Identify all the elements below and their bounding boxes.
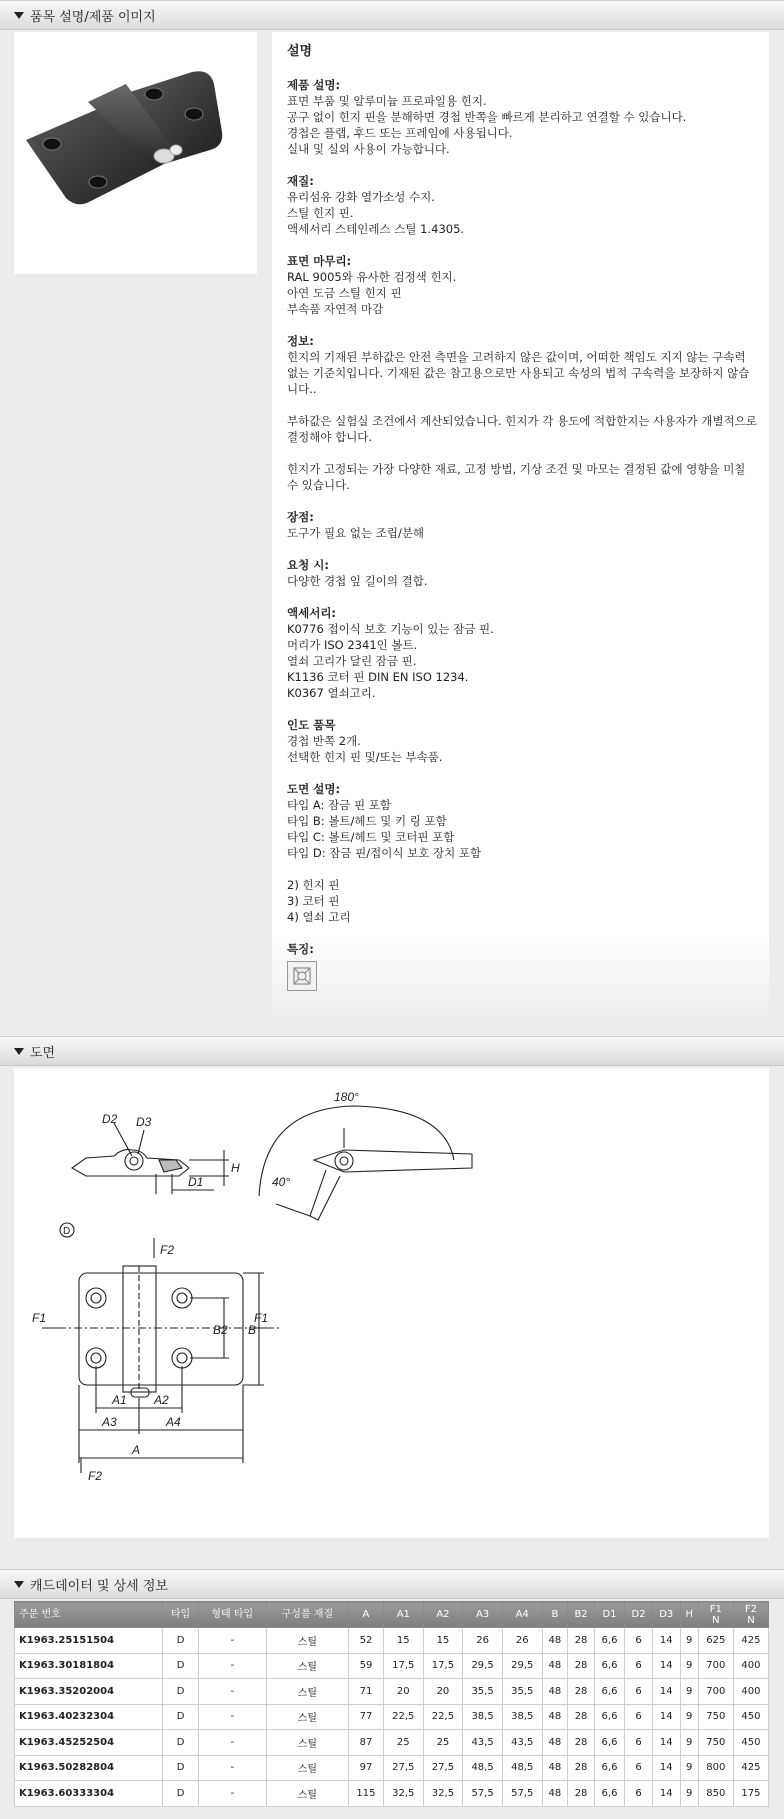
column-header[interactable]: 형태 타입 (198, 1602, 266, 1628)
table-cell: 28 (568, 1755, 595, 1781)
table-cell: 43,5 (463, 1730, 503, 1756)
table-cell: 87 (348, 1730, 383, 1756)
block-title: 액세서리: (287, 606, 337, 620)
description-block (287, 717, 757, 765)
table-cell: 750 (698, 1730, 733, 1756)
table-cell: 59 (348, 1653, 383, 1679)
table-cell: 14 (652, 1628, 680, 1654)
table-cell: 6 (625, 1628, 653, 1654)
description-panel (272, 32, 769, 1017)
table-cell: 6,6 (594, 1679, 624, 1705)
description-block (287, 877, 757, 925)
block-line: 타입 A: 잠금 핀 포함 (287, 798, 391, 812)
section-header-description[interactable] (0, 0, 784, 30)
table-cell: D (163, 1653, 198, 1679)
table-cell: 6,6 (594, 1730, 624, 1756)
table-cell: 25 (423, 1730, 463, 1756)
table-cell: 15 (423, 1628, 463, 1654)
type-label-d: D (63, 1226, 71, 1237)
table-cell: 400 (733, 1679, 768, 1705)
table-cell: 14 (652, 1653, 680, 1679)
force-label-f1-right: F1 (254, 1311, 269, 1325)
table-cell: 450 (733, 1704, 768, 1730)
table-cell: 20 (423, 1679, 463, 1705)
table-cell: 20 (383, 1679, 423, 1705)
block-line: 4) 열쇠 고리 (287, 910, 351, 924)
table-cell: 9 (680, 1628, 698, 1654)
column-header[interactable]: B (542, 1602, 568, 1628)
section-header-drawing[interactable] (0, 1036, 784, 1066)
table-cell: 22,5 (423, 1704, 463, 1730)
table-cell: 26 (502, 1628, 542, 1654)
block-line: 아연 도금 스틸 힌지 핀 (287, 286, 402, 300)
column-header[interactable]: D2 (625, 1602, 653, 1628)
block-line: 스틸 힌지 핀. (287, 206, 354, 220)
description-block (287, 781, 757, 861)
dim-label-h: H (231, 1161, 240, 1175)
table-cell: 27,5 (383, 1755, 423, 1781)
block-line: 다양한 경첩 잎 길이의 결합. (287, 574, 428, 588)
block-line: 실내 및 실외 사용이 가능합니다. (287, 142, 450, 156)
table-cell: 29,5 (463, 1653, 503, 1679)
table-cell: 28 (568, 1730, 595, 1756)
table-cell: 48 (542, 1781, 568, 1807)
table-cell: 14 (652, 1679, 680, 1705)
dim-label-d2: D2 (102, 1112, 118, 1126)
drawing-svg (14, 1068, 769, 1538)
table-cell: 850 (698, 1781, 733, 1807)
block-line: K0367 열쇠고리. (287, 686, 376, 700)
force-label-f2-bottom: F2 (88, 1469, 103, 1483)
table-cell: 6 (625, 1679, 653, 1705)
table-cell: 48 (542, 1653, 568, 1679)
block-line: 힌지의 기재된 부하값은 안전 측면을 고려하지 않은 값이며, 어떠한 책임도 지지 않는 구속력 없는 기준치입니다. 기재된 값은 참고용으로만 사용되고 속성의 법적 구속력을 보장하지 않습니다.. (287, 350, 750, 396)
dim-label-b: B (248, 1323, 257, 1337)
technical-drawing (14, 1068, 769, 1538)
table-cell: 29,5 (502, 1653, 542, 1679)
column-header[interactable]: D1 (594, 1602, 624, 1628)
table-cell: D (163, 1730, 198, 1756)
block-line: K0776 접이식 보호 기능이 있는 잠금 핀. (287, 622, 494, 636)
block-title: 제품 설명: (287, 78, 341, 92)
block-line: 경첩은 플랩, 후드 또는 프레임에 사용됩니다. (287, 126, 513, 140)
block-line: 머리가 ISO 2341인 볼트. (287, 638, 418, 652)
table-cell: D (163, 1755, 198, 1781)
column-header[interactable]: 타입 (163, 1602, 198, 1628)
table-cell: 6 (625, 1730, 653, 1756)
table-cell: 14 (652, 1781, 680, 1807)
table-cell: 6 (625, 1755, 653, 1781)
table-cell: 17,5 (383, 1653, 423, 1679)
description-heading: 설명 (287, 44, 313, 59)
table-cell: 9 (680, 1781, 698, 1807)
order-number-cell[interactable]: K1963.30181804 (15, 1653, 163, 1679)
table-cell: 800 (698, 1755, 733, 1781)
order-number-cell[interactable]: K1963.50282804 (15, 1755, 163, 1781)
table-cell: 9 (680, 1730, 698, 1756)
order-number-cell[interactable]: K1963.40232304 (15, 1704, 163, 1730)
table-header-row (15, 1602, 769, 1628)
table-cell: 700 (698, 1653, 733, 1679)
collapse-triangle-icon[interactable] (14, 1048, 24, 1055)
section-title: 캐드데이터 및 상세 정보 (30, 1578, 168, 1594)
angle-label-180: 180° (334, 1090, 359, 1104)
table-cell: 15 (383, 1628, 423, 1654)
table-cell: 52 (348, 1628, 383, 1654)
block-line: 선택한 힌지 핀 및/또는 부속품. (287, 750, 443, 764)
table-row[interactable] (15, 1653, 769, 1679)
column-header[interactable]: A2 (423, 1602, 463, 1628)
table-cell: 43,5 (502, 1730, 542, 1756)
table-cell: 35,5 (502, 1679, 542, 1705)
order-number-cell[interactable]: K1963.60333304 (15, 1781, 163, 1807)
table-cell: 17,5 (423, 1653, 463, 1679)
block-line: 타입 B: 볼트/헤드 및 키 링 포함 (287, 814, 447, 828)
section-title: 도면 (30, 1045, 56, 1061)
table-cell: 32,5 (423, 1781, 463, 1807)
table-cell: 9 (680, 1679, 698, 1705)
table-row[interactable] (15, 1704, 769, 1730)
table-cell: 스틸 (266, 1653, 348, 1679)
dim-label-a1: A1 (112, 1393, 127, 1407)
dim-label-a: A (132, 1443, 141, 1457)
table-cell: 700 (698, 1679, 733, 1705)
column-header[interactable]: B2 (568, 1602, 595, 1628)
table-cell: 425 (733, 1755, 768, 1781)
table-cell: - (198, 1653, 266, 1679)
column-header[interactable]: A3 (463, 1602, 503, 1628)
table-cell: 97 (348, 1755, 383, 1781)
table-cell: 스틸 (266, 1628, 348, 1654)
table-cell: 6,6 (594, 1781, 624, 1807)
features-label: 특징: (287, 942, 314, 956)
table-cell: 22,5 (383, 1704, 423, 1730)
table-cell: - (198, 1730, 266, 1756)
table-cell: 48,5 (463, 1755, 503, 1781)
table-cell: 28 (568, 1628, 595, 1654)
table-cell: - (198, 1781, 266, 1807)
description-block (287, 509, 757, 541)
block-title: 요청 시: (287, 558, 329, 572)
block-line: 경첩 반쪽 2개. (287, 734, 361, 748)
block-title: 정보: (287, 334, 314, 348)
table-cell: 6,6 (594, 1653, 624, 1679)
description-block (287, 253, 757, 317)
column-header[interactable]: H (680, 1602, 698, 1628)
table-row[interactable] (15, 1730, 769, 1756)
table-cell: 28 (568, 1679, 595, 1705)
block-line: 표면 부품 및 알루미늄 프로파일용 힌지. (287, 94, 487, 108)
block-line: RAL 9005와 유사한 검정색 힌지. (287, 270, 457, 284)
table-cell: 57,5 (463, 1781, 503, 1807)
collapse-triangle-icon[interactable] (14, 12, 24, 19)
description-block (287, 77, 757, 157)
block-line: 힌지가 고정되는 가장 다양한 재료, 고정 방법, 기상 조건 및 마모는 결정된 값에 영향을 미칠 수 있습니다. (287, 462, 746, 492)
table-cell: 14 (652, 1755, 680, 1781)
dim-label-a2: A2 (154, 1393, 169, 1407)
block-line: 타입 D: 잠금 핀/접이식 보호 장치 포함 (287, 846, 482, 860)
block-line: 도구가 필요 없는 조립/분해 (287, 526, 425, 540)
column-header[interactable]: A4 (502, 1602, 542, 1628)
feature-icon[interactable] (287, 961, 317, 991)
table-cell: 6 (625, 1653, 653, 1679)
block-line: 유리섬유 강화 열가소성 수지. (287, 190, 435, 204)
table-cell: 400 (733, 1653, 768, 1679)
dim-label-d1: D1 (188, 1175, 204, 1189)
table-cell: 25 (383, 1730, 423, 1756)
table-cell: 38,5 (463, 1704, 503, 1730)
description-block (287, 173, 757, 237)
description-block (287, 557, 757, 589)
table-cell: D (163, 1704, 198, 1730)
column-header[interactable]: 구성품 재질 (266, 1602, 348, 1628)
column-header[interactable]: A (348, 1602, 383, 1628)
table-cell: 425 (733, 1628, 768, 1654)
table-cell: 48 (542, 1679, 568, 1705)
table-cell: 스틸 (266, 1781, 348, 1807)
angle-label-40: 40° (272, 1175, 291, 1189)
block-line: 부속품 자연적 마감 (287, 302, 384, 316)
section-title: 품목 설명/제품 이미지 (30, 9, 156, 25)
table-cell: 스틸 (266, 1679, 348, 1705)
dim-label-a3: A3 (102, 1415, 117, 1429)
cad-table (14, 1601, 769, 1807)
table-cell: 6 (625, 1781, 653, 1807)
hinge-image (14, 32, 257, 274)
table-row[interactable] (15, 1679, 769, 1705)
table-row[interactable] (15, 1781, 769, 1807)
description-block (287, 413, 757, 445)
table-cell: D (163, 1628, 198, 1654)
table-body (15, 1628, 769, 1807)
table-cell: 9 (680, 1755, 698, 1781)
description-blocks (287, 77, 757, 925)
table-cell: 6,6 (594, 1628, 624, 1654)
table-cell: 750 (698, 1704, 733, 1730)
order-number-cell[interactable]: K1963.25151504 (15, 1628, 163, 1654)
table-cell: 스틸 (266, 1730, 348, 1756)
block-line: 액세서리 스테인레스 스틸 1.4305. (287, 222, 465, 236)
dim-label-b2: B2 (213, 1323, 228, 1337)
order-number-cell[interactable]: K1963.35202004 (15, 1679, 163, 1705)
table-cell: D (163, 1679, 198, 1705)
description-block (287, 461, 757, 493)
table-cell: 28 (568, 1781, 595, 1807)
table-cell: 625 (698, 1628, 733, 1654)
block-line: 열쇠 고리가 달린 잠금 핀. (287, 654, 417, 668)
table-cell: 35,5 (463, 1679, 503, 1705)
table-cell: 6,6 (594, 1704, 624, 1730)
column-header[interactable]: F1 N (698, 1602, 733, 1628)
table-cell: - (198, 1755, 266, 1781)
table-cell: 48,5 (502, 1755, 542, 1781)
block-line: K1136 코터 핀 DIN EN ISO 1234. (287, 670, 469, 684)
table-cell: 450 (733, 1730, 768, 1756)
section-header-cad[interactable] (0, 1569, 784, 1599)
column-header[interactable]: A1 (383, 1602, 423, 1628)
table-cell: 6,6 (594, 1755, 624, 1781)
table-cell: 28 (568, 1704, 595, 1730)
column-header[interactable]: F2 N (733, 1602, 768, 1628)
block-line: 3) 코터 핀 (287, 894, 340, 908)
table-cell: - (198, 1679, 266, 1705)
table-cell: 26 (463, 1628, 503, 1654)
force-label-f2-top: F2 (160, 1243, 175, 1257)
table-cell: 27,5 (423, 1755, 463, 1781)
table-cell: 48 (542, 1755, 568, 1781)
block-line: 공구 없이 힌지 핀을 분해하면 경첩 반쪽을 빠르게 분리하고 연결할 수 있습니다. (287, 110, 687, 124)
table-row[interactable] (15, 1628, 769, 1654)
block-title: 도면 설명: (287, 782, 341, 796)
table-cell: 71 (348, 1679, 383, 1705)
block-line: 타입 C: 볼트/헤드 및 코터핀 포함 (287, 830, 455, 844)
block-line: 부하값은 실험실 조건에서 계산되었습니다. 힌지가 각 용도에 적합한지는 사용자가 개별적으로 결정해야 합니다. (287, 414, 757, 444)
description-block (287, 333, 757, 397)
table-cell: D (163, 1781, 198, 1807)
force-label-f1-left: F1 (32, 1311, 47, 1325)
block-line: 2) 힌지 핀 (287, 878, 340, 892)
block-title: 재질: (287, 174, 314, 188)
block-title: 장점: (287, 510, 314, 524)
table-cell: 9 (680, 1653, 698, 1679)
table-cell: 48 (542, 1628, 568, 1654)
table-cell: 175 (733, 1781, 768, 1807)
weather-resistant-icon (292, 966, 312, 986)
table-cell: - (198, 1704, 266, 1730)
table-cell: 48 (542, 1730, 568, 1756)
table-cell: 14 (652, 1730, 680, 1756)
column-header[interactable]: 주문 번호 (15, 1602, 163, 1628)
table-cell: 14 (652, 1704, 680, 1730)
order-number-cell[interactable]: K1963.45252504 (15, 1730, 163, 1756)
table-cell: 115 (348, 1781, 383, 1807)
dim-label-d3: D3 (136, 1115, 152, 1129)
table-cell: 스틸 (266, 1755, 348, 1781)
collapse-triangle-icon[interactable] (14, 1581, 24, 1588)
dim-label-a4: A4 (166, 1415, 181, 1429)
block-title: 인도 품목 (287, 718, 336, 732)
table-cell: - (198, 1628, 266, 1654)
table-cell: 57,5 (502, 1781, 542, 1807)
table-cell: 9 (680, 1704, 698, 1730)
table-cell: 48 (542, 1704, 568, 1730)
block-title: 표면 마무리: (287, 254, 352, 268)
table-cell: 6 (625, 1704, 653, 1730)
table-row[interactable] (15, 1755, 769, 1781)
table-cell: 77 (348, 1704, 383, 1730)
table-cell: 38,5 (502, 1704, 542, 1730)
table-cell: 28 (568, 1653, 595, 1679)
description-block (287, 605, 757, 701)
table-cell: 32,5 (383, 1781, 423, 1807)
column-header[interactable]: D3 (652, 1602, 680, 1628)
product-image (14, 32, 257, 274)
table-cell: 스틸 (266, 1704, 348, 1730)
